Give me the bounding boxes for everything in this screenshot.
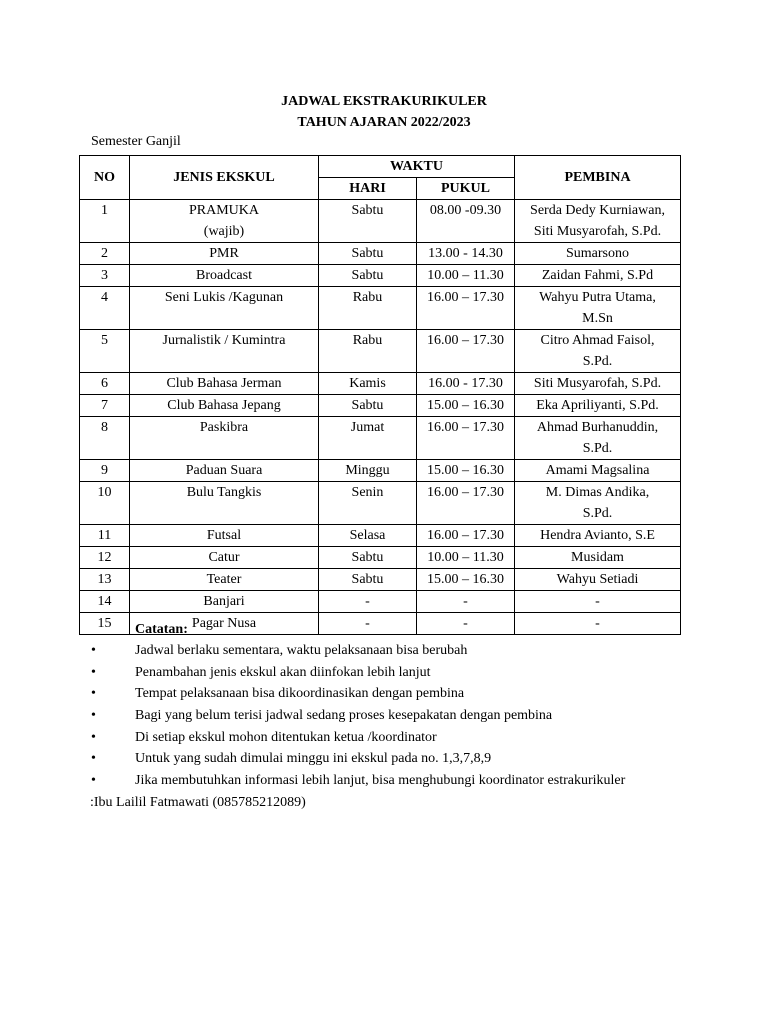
- cell-hari: Rabu: [319, 330, 417, 373]
- cell-jenis: [130, 373, 319, 395]
- cell-pukul: 10.00 – 11.30: [417, 547, 515, 569]
- cell-no: 15: [80, 613, 130, 635]
- cell-pembina: [515, 330, 681, 373]
- note-item: [91, 662, 731, 684]
- note-item: [91, 705, 731, 727]
- table-row: [80, 547, 681, 569]
- header-no: NO: [80, 156, 130, 200]
- cell-hari: Sabtu: [319, 569, 417, 591]
- cell-pembina-line: Serda Dedy Kurniawan,: [530, 203, 665, 218]
- bullet-icon: •: [91, 643, 96, 658]
- cell-no: 9: [80, 460, 130, 482]
- note-text: Jika membutuhkan informasi lebih lanjut, bisa menghubungi koordinator estrakurikuler: [135, 773, 626, 789]
- cell-jenis-line: Club Bahasa Jepang: [167, 398, 281, 413]
- note-item: [91, 727, 731, 749]
- cell-pukul: 16.00 - 17.30: [417, 373, 515, 395]
- cell-no: 1: [80, 200, 130, 243]
- bullet-icon: •: [91, 708, 96, 724]
- cell-pembina-line: Ahmad Burhanuddin,: [536, 420, 659, 435]
- cell-pembina: [515, 287, 681, 330]
- cell-jenis-line: Paduan Suara: [185, 463, 263, 478]
- cell-pembina: [515, 243, 681, 265]
- cell-hari: Kamis: [319, 373, 417, 395]
- cell-jenis-line: Broadcast: [196, 268, 252, 283]
- cell-jenis: [130, 569, 319, 591]
- cell-jenis-line: PRAMUKA: [188, 203, 259, 218]
- table-row: [80, 243, 681, 265]
- semester-label: Semester Ganjil: [91, 134, 181, 149]
- cell-hari: Sabtu: [319, 395, 417, 417]
- cell-jenis: [130, 591, 319, 613]
- cell-pukul: 16.00 – 17.30: [417, 417, 515, 460]
- cell-no: 7: [80, 395, 130, 417]
- note-text: Untuk yang sudah dimulai minggu ini ekskul pada no. 1,3,7,8,9: [135, 751, 492, 767]
- cell-pukul: 10.00 – 11.30: [417, 265, 515, 287]
- notes-list: [91, 640, 731, 792]
- cell-hari: Selasa: [319, 525, 417, 547]
- note-item: [91, 683, 731, 705]
- schedule-table: [79, 155, 681, 635]
- cell-no: 12: [80, 547, 130, 569]
- cell-pembina-line: S.Pd.: [582, 506, 613, 521]
- cell-jenis: [130, 417, 319, 460]
- bullet-icon: •: [91, 729, 96, 745]
- bullet-icon: •: [91, 686, 96, 702]
- header-waktu: WAKTU: [319, 156, 515, 178]
- cell-jenis-line: PMR: [209, 246, 239, 261]
- cell-pukul: 15.00 – 16.30: [417, 460, 515, 482]
- note-text: Penambahan jenis ekskul akan diinfokan lebih lanjut: [135, 664, 431, 680]
- cell-no: 5: [80, 330, 130, 373]
- cell-pukul: -: [417, 613, 515, 635]
- cell-jenis-line: Catur: [208, 550, 240, 565]
- notes-section: [91, 619, 731, 792]
- cell-pembina-line: -: [595, 594, 600, 609]
- note-item: [91, 640, 731, 662]
- cell-hari: Sabtu: [319, 200, 417, 243]
- note-text: Tempat pelaksanaan bisa dikoordinasikan dengan pembina: [135, 686, 465, 702]
- cell-jenis-line: Jurnalistik / Kumintra: [162, 333, 286, 348]
- cell-pembina-line: Zaidan Fahmi, S.Pd: [541, 268, 654, 283]
- cell-pembina-line: Hendra Avianto, S.E: [540, 528, 655, 543]
- table-row: [80, 395, 681, 417]
- cell-jenis: [130, 243, 319, 265]
- bullet-icon: •: [91, 751, 96, 767]
- cell-pembina-line: Wahyu Putra Utama,: [539, 290, 656, 305]
- cell-pembina: [515, 200, 681, 243]
- cell-jenis-line: Club Bahasa Jerman: [166, 376, 282, 391]
- cell-pembina-line: M.Sn: [582, 311, 613, 326]
- cell-pembina-line: S.Pd.: [582, 354, 613, 369]
- cell-no: 13: [80, 569, 130, 591]
- header-pukul: PUKUL: [417, 178, 515, 200]
- contact-info: :Ibu Lailil Fatmawati (085785212089): [90, 795, 306, 810]
- note-item: [91, 748, 731, 770]
- cell-hari: -: [319, 613, 417, 635]
- table-row: [80, 591, 681, 613]
- cell-jenis-line: Teater: [206, 572, 242, 587]
- notes-title: Catatan:: [135, 622, 188, 637]
- cell-pukul: 08.00 -09.30: [417, 200, 515, 243]
- table-row: [80, 417, 681, 460]
- bullet-icon: •: [91, 773, 96, 789]
- note-text: Jadwal berlaku sementara, waktu pelaksanaan bisa berubah: [135, 643, 468, 658]
- table-row: [80, 265, 681, 287]
- note-item: [91, 770, 731, 792]
- cell-pembina-line: Musidam: [571, 550, 624, 565]
- cell-pukul: 16.00 – 17.30: [417, 525, 515, 547]
- schedule-body: [80, 200, 681, 635]
- cell-hari: Sabtu: [319, 265, 417, 287]
- table-row: [80, 200, 681, 243]
- cell-no: 11: [80, 525, 130, 547]
- cell-jenis-line: Paskibra: [199, 420, 249, 435]
- header-pembina: PEMBINA: [515, 156, 681, 200]
- cell-jenis: [130, 200, 319, 243]
- cell-jenis-line: Bulu Tangkis: [186, 485, 262, 500]
- cell-pembina: [515, 373, 681, 395]
- cell-no: 4: [80, 287, 130, 330]
- cell-pembina: [515, 395, 681, 417]
- table-row: [80, 373, 681, 395]
- cell-hari: Senin: [319, 482, 417, 525]
- cell-pembina-line: M. Dimas Andika,: [545, 485, 650, 500]
- cell-jenis-line: (wajib): [203, 224, 245, 239]
- table-row: [80, 569, 681, 591]
- header-jenis: JENIS EKSKUL: [130, 156, 319, 200]
- cell-pembina: [515, 417, 681, 460]
- document-subtitle: TAHUN AJARAN 2022/2023: [297, 115, 471, 130]
- cell-hari: Sabtu: [319, 547, 417, 569]
- cell-jenis: [130, 265, 319, 287]
- cell-pukul: 13.00 - 14.30: [417, 243, 515, 265]
- table-row: [80, 482, 681, 525]
- bullet-icon: •: [91, 664, 96, 680]
- cell-jenis-line: Banjari: [203, 594, 245, 609]
- cell-pukul: 16.00 – 17.30: [417, 287, 515, 330]
- cell-pembina: [515, 569, 681, 591]
- cell-jenis: [130, 547, 319, 569]
- cell-no: 8: [80, 417, 130, 460]
- cell-hari: Minggu: [319, 460, 417, 482]
- cell-jenis: [130, 482, 319, 525]
- cell-pembina-line: Wahyu Setiadi: [556, 572, 639, 587]
- cell-no: 2: [80, 243, 130, 265]
- cell-pembina: [515, 547, 681, 569]
- cell-pembina: [515, 265, 681, 287]
- cell-pukul: 16.00 – 17.30: [417, 482, 515, 525]
- cell-hari: Rabu: [319, 287, 417, 330]
- cell-jenis-line: Seni Lukis /Kagunan: [164, 290, 284, 305]
- document-title: JADWAL EKSTRAKURIKULER: [281, 94, 487, 109]
- cell-pembina: [515, 460, 681, 482]
- cell-no: 10: [80, 482, 130, 525]
- cell-jenis: [130, 330, 319, 373]
- cell-no: 3: [80, 265, 130, 287]
- cell-pembina-line: Amami Magsalina: [545, 463, 650, 478]
- cell-pembina-line: Siti Musyarofah, S.Pd.: [533, 224, 662, 239]
- cell-pembina: [515, 525, 681, 547]
- cell-pembina: [515, 482, 681, 525]
- cell-pukul: 16.00 – 17.30: [417, 330, 515, 373]
- cell-jenis: [130, 287, 319, 330]
- cell-jenis: [130, 395, 319, 417]
- cell-hari: -: [319, 591, 417, 613]
- cell-pembina-line: -: [595, 616, 600, 631]
- cell-pukul: 15.00 – 16.30: [417, 569, 515, 591]
- note-text: Bagi yang belum terisi jadwal sedang proses kesepakatan dengan pembina: [135, 708, 553, 724]
- cell-pukul: -: [417, 591, 515, 613]
- table-row: [80, 330, 681, 373]
- table-row: [80, 287, 681, 330]
- cell-pembina: [515, 591, 681, 613]
- cell-no: 6: [80, 373, 130, 395]
- cell-jenis-line: Futsal: [206, 528, 242, 543]
- note-text: Di setiap ekskul mohon ditentukan ketua /koordinator: [135, 729, 437, 745]
- header-hari: HARI: [319, 178, 417, 200]
- cell-pembina-line: Siti Musyarofah, S.Pd.: [533, 376, 662, 391]
- cell-pembina-line: Sumarsono: [566, 246, 629, 261]
- table-row: [80, 525, 681, 547]
- cell-pukul: 15.00 – 16.30: [417, 395, 515, 417]
- cell-pembina-line: S.Pd.: [582, 441, 613, 456]
- cell-pembina-line: Citro Ahmad Faisol,: [540, 333, 655, 348]
- cell-pembina-line: Eka Apriliyanti, S.Pd.: [536, 398, 659, 413]
- cell-jenis: [130, 460, 319, 482]
- table-row: [80, 460, 681, 482]
- cell-no: 14: [80, 591, 130, 613]
- cell-hari: Jumat: [319, 417, 417, 460]
- cell-hari: Sabtu: [319, 243, 417, 265]
- cell-jenis-line: Pagar Nusa: [191, 616, 257, 631]
- cell-jenis: [130, 525, 319, 547]
